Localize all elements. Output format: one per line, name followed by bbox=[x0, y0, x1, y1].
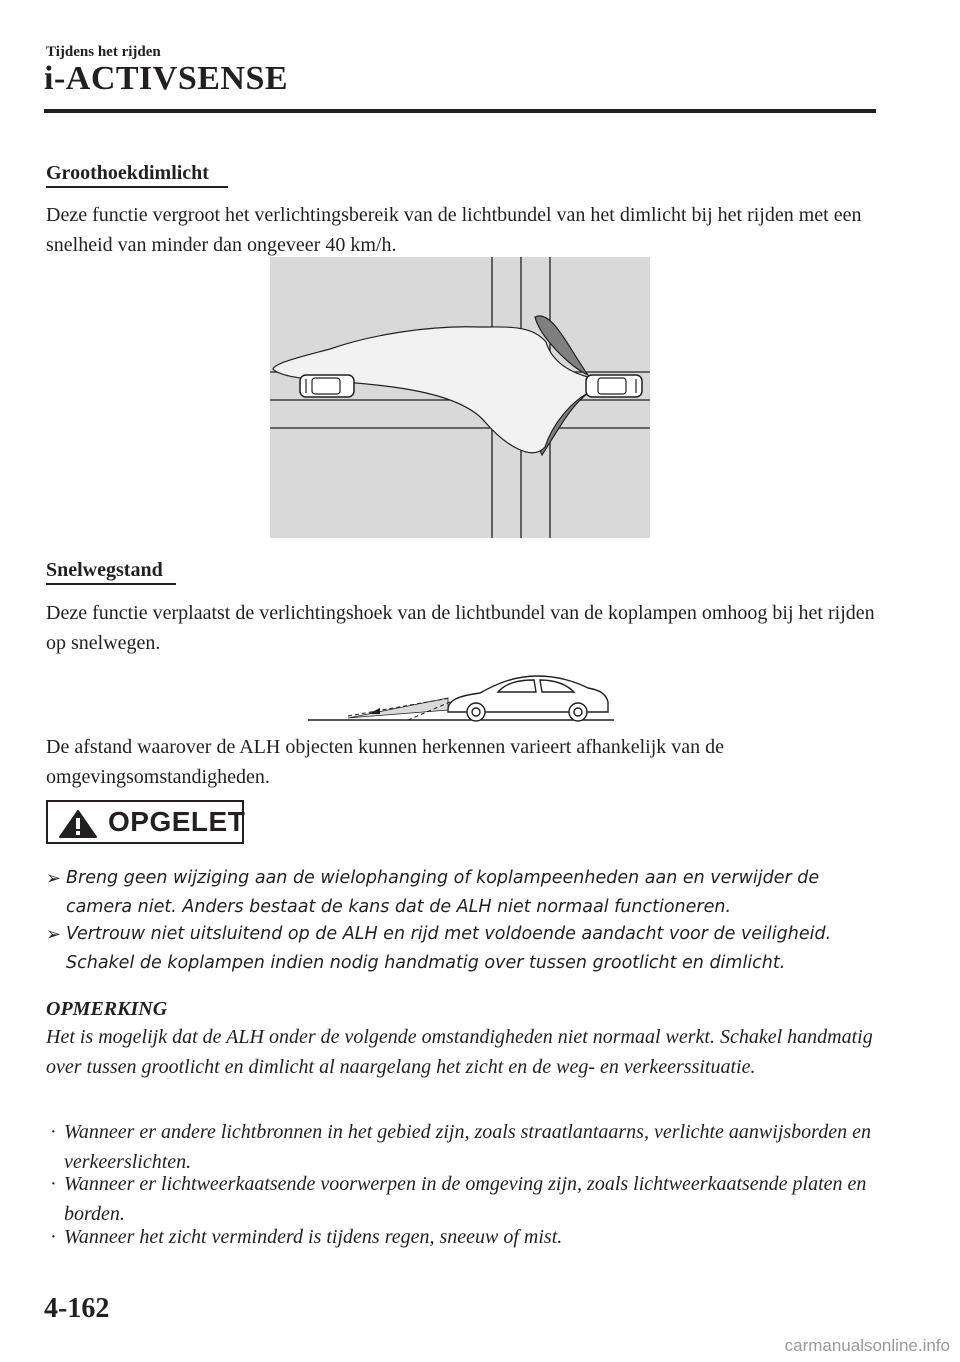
section-snelwegstand bbox=[46, 559, 176, 585]
note-bullet bbox=[46, 1222, 896, 1252]
beam-arrow-icon bbox=[368, 708, 380, 714]
note-bullet-text: Wanneer het zicht verminderd is tijdens regen, sneeuw of mist. bbox=[64, 1226, 563, 1248]
heading-underline bbox=[46, 186, 228, 188]
arrow-bullet-icon: ➢ bbox=[46, 868, 62, 889]
watermark: carmanualsonline.info bbox=[784, 1336, 950, 1355]
section-groothoekdimlicht bbox=[46, 162, 228, 188]
intersection-beam-figure bbox=[270, 257, 650, 538]
note-bullet-text: Wanneer er lichtweerkaatsende voorwerpen in de omgeving zijn, zoals lichtweerkaatsende platen en borden. bbox=[64, 1173, 867, 1225]
section-heading: Snelwegstand bbox=[46, 559, 163, 581]
header-rule bbox=[44, 109, 876, 113]
bullet-dot-icon: · bbox=[50, 1226, 57, 1248]
left-car-icon bbox=[300, 375, 354, 397]
section-label: Tijdens het rijden bbox=[46, 44, 161, 60]
note-bullet-text: Wanneer er andere lichtbronnen in het gebied zijn, zoals straatlantaarns, verlichte aanwijsborden en verkeerslichten. bbox=[64, 1121, 871, 1173]
caution-item-text: Breng geen wijziging aan de wielophanging of koplampeenheden aan en verwijder de camera niet. Anders bestaat de kans dat de ALH niet normaal functioneren. bbox=[66, 868, 820, 917]
note-bullet bbox=[46, 1169, 896, 1229]
car-side-icon bbox=[448, 676, 608, 721]
heading-underline bbox=[46, 583, 176, 585]
page-number: 4-162 bbox=[44, 1293, 110, 1324]
caution-box bbox=[46, 800, 244, 844]
bullet-dot-icon: · bbox=[50, 1173, 57, 1195]
right-car-icon bbox=[586, 375, 642, 397]
note-bullet bbox=[46, 1117, 896, 1177]
arrow-bullet-icon: ➢ bbox=[46, 924, 62, 945]
warning-icon bbox=[58, 809, 98, 839]
caution-item bbox=[46, 920, 866, 978]
chapter-title: i-ACTIVSENSE bbox=[44, 60, 289, 97]
note-title: OPMERKING bbox=[46, 998, 168, 1020]
section-heading: Groothoekdimlicht bbox=[46, 162, 209, 184]
section-paragraph: Deze functie vergroot het verlichtingsbereik van de lichtbundel van het dimlicht bij het rijden met een snelheid van minder dan ongeveer 40 km/h. bbox=[46, 204, 862, 256]
highway-mode-figure bbox=[308, 668, 614, 724]
note-body: Het is mogelijk dat de ALH onder de volgende omstandigheden niet normaal werkt. Schakel handmatig over tussen grootlicht en dimlicht al naargelang het zicht en de weg- en verkeerssituatie. bbox=[46, 1026, 873, 1078]
caution-item-text: Vertrouw niet uitsluitend op de ALH en rijd met voldoende aandacht voor de veiligheid. Schakel de koplampen indien nodig handmatig over tussen grootlicht en dimlicht. bbox=[66, 924, 832, 973]
caution-label: OPGELET bbox=[108, 806, 246, 837]
section-paragraph: Deze functie verplaatst de verlichtingshoek van de lichtbundel van de koplampen omhoog bij het rijden op snelwegen. bbox=[46, 602, 875, 654]
bullet-dot-icon: · bbox=[50, 1121, 57, 1143]
caution-item bbox=[46, 864, 866, 922]
after-figure-paragraph: De afstand waarover de ALH objecten kunnen herkennen varieert afhankelijk van de omgevingsomstandigheden. bbox=[46, 736, 725, 788]
